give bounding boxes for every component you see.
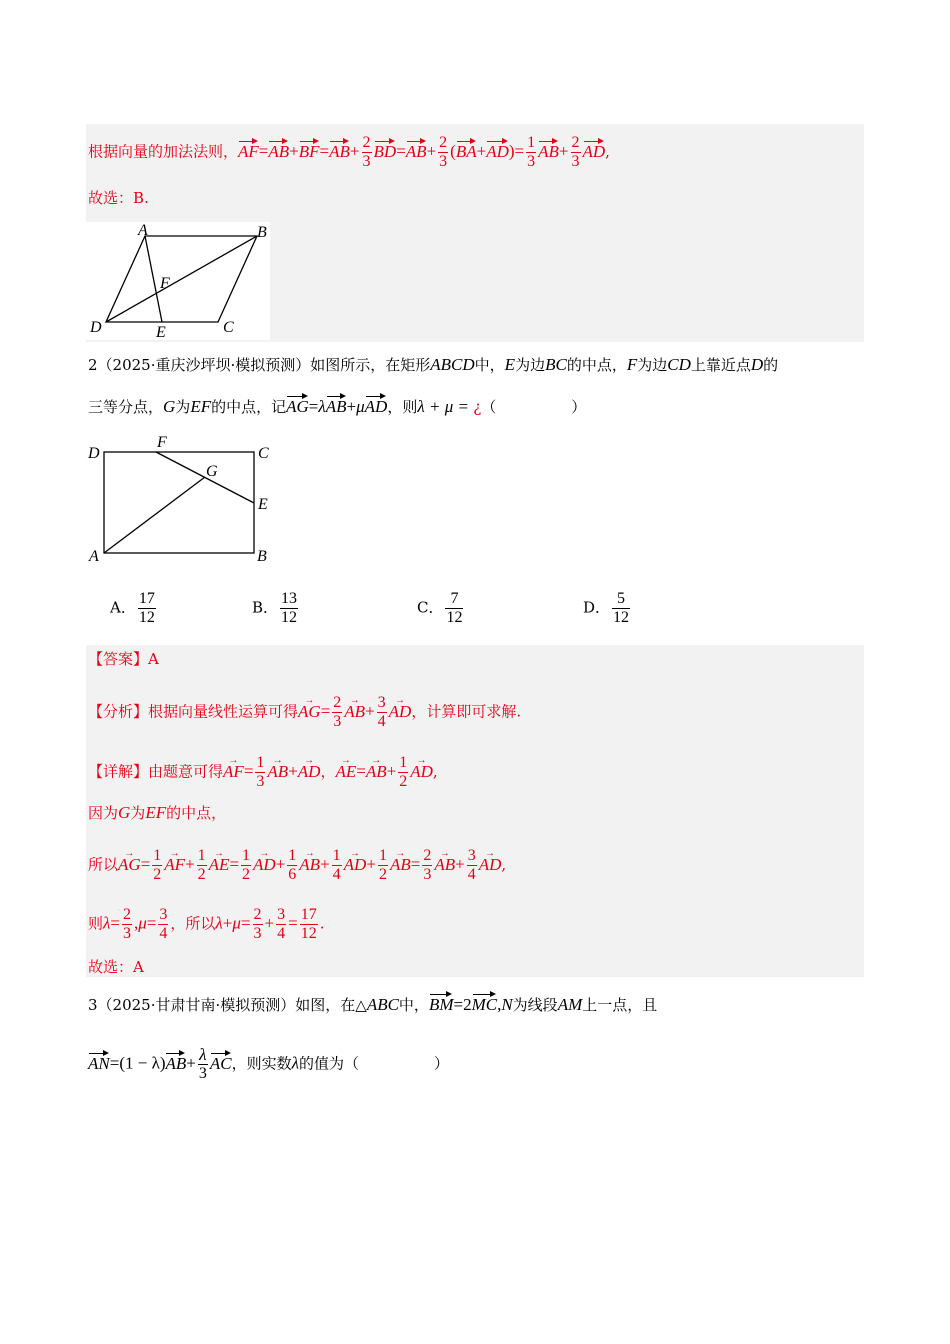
detail-line: 【详解】由题意可得→ AF= $\frac{1}{3}$ → AB+→ AD，→ AE=→ AB+ $\frac{1}{2}$ → AD, bbox=[88, 754, 438, 791]
question-2-line-2: 三等分点，G为EF的中点，记AG=λAB+μAD，则λ + μ = ¿（ ） bbox=[88, 392, 586, 418]
fraction: $\frac{2}{3}$ bbox=[362, 134, 371, 170]
label-F: F bbox=[160, 275, 170, 292]
option-c[interactable]: C． $\frac{7}{12}$ bbox=[417, 590, 463, 626]
final-choice-line: 故选：A bbox=[88, 958, 144, 976]
fraction: $\frac{2}{3}$ bbox=[439, 134, 448, 170]
analysis-line: 【分析】根据向量线性运算可得→ AG= $\frac{2}{3}$ → AB+ $\frac{3}{4}$ → AD，计算即可求解. bbox=[88, 694, 521, 731]
parallelogram-figure bbox=[86, 222, 270, 340]
label-B: B bbox=[257, 224, 267, 241]
question-3-line-2: AN=(1 − λ)AB+ $\frac{\lambda}{3}$ AC，则实数λ的值为（ ） bbox=[88, 1045, 449, 1082]
label-D: D bbox=[90, 319, 102, 336]
label-B: B bbox=[257, 548, 267, 565]
label-C: C bbox=[223, 319, 234, 336]
because-line: 因为G为EF的中点， bbox=[88, 803, 227, 822]
label-A: A bbox=[138, 222, 148, 239]
result-line: 则λ= $\frac{2}{3}$ ,μ= $\frac{3}{4}$ ，所以λ+μ= $\frac{2}{3}$ + $\frac{3}{4}$ = $\frac{17}{12}$ . bbox=[88, 906, 325, 942]
label-F: F bbox=[157, 434, 167, 451]
label-E: E bbox=[156, 324, 166, 340]
question-3-line-1: 3（2025·甘肃甘南·模拟预测）如图，在△ABC中，BM=2MC,N为线段AM上一点，且 bbox=[88, 990, 657, 1016]
option-b[interactable]: B． $\frac{13}{12}$ bbox=[252, 590, 298, 626]
label-E: E bbox=[258, 496, 268, 513]
fraction: $\frac{1}{3}$ bbox=[527, 134, 536, 170]
so-line: 所以→ AG= $\frac{1}{2}$ → AF+ $\frac{1}{2}$ → AE= $\frac{1}{2}$ → AD+ $\frac{1}{6}$ → AB+ $\frac{1}{4}$ → AD+ $\frac{1}{2}$ → AB= $\frac{2}{3}$ → AB+ $\frac{3}{4}$ → AD, bbox=[88, 847, 506, 884]
solution-choice-1: 故选：B. bbox=[88, 189, 149, 207]
label-D: D bbox=[88, 445, 100, 462]
answer-line: 【答案】A bbox=[88, 650, 159, 668]
fraction: $\frac{2}{3}$ bbox=[571, 134, 580, 170]
label-A: A bbox=[89, 548, 99, 565]
solution-line-1: 根据向量的加法法则，AF=AB+BF=AB+ $\frac{2}{3}$ BD=AB+ $\frac{2}{3}$ (BA+AD)= $\frac{1}{3}$ AB+ $\frac{2}{3}$ AD, bbox=[88, 134, 610, 170]
option-a[interactable]: A． $\frac{17}{12}$ bbox=[110, 590, 155, 626]
rectangle-figure bbox=[86, 432, 276, 568]
option-d[interactable]: D． $\frac{5}{12}$ bbox=[583, 590, 630, 626]
question-2-line-1: 2（2025·重庆沙坪坝·模拟预测）如图所示，在矩形ABCD中，E为边BC的中点，F为边CD上靠近点D的 bbox=[88, 355, 779, 374]
label-C: C bbox=[258, 445, 269, 462]
label-G: G bbox=[206, 463, 218, 480]
